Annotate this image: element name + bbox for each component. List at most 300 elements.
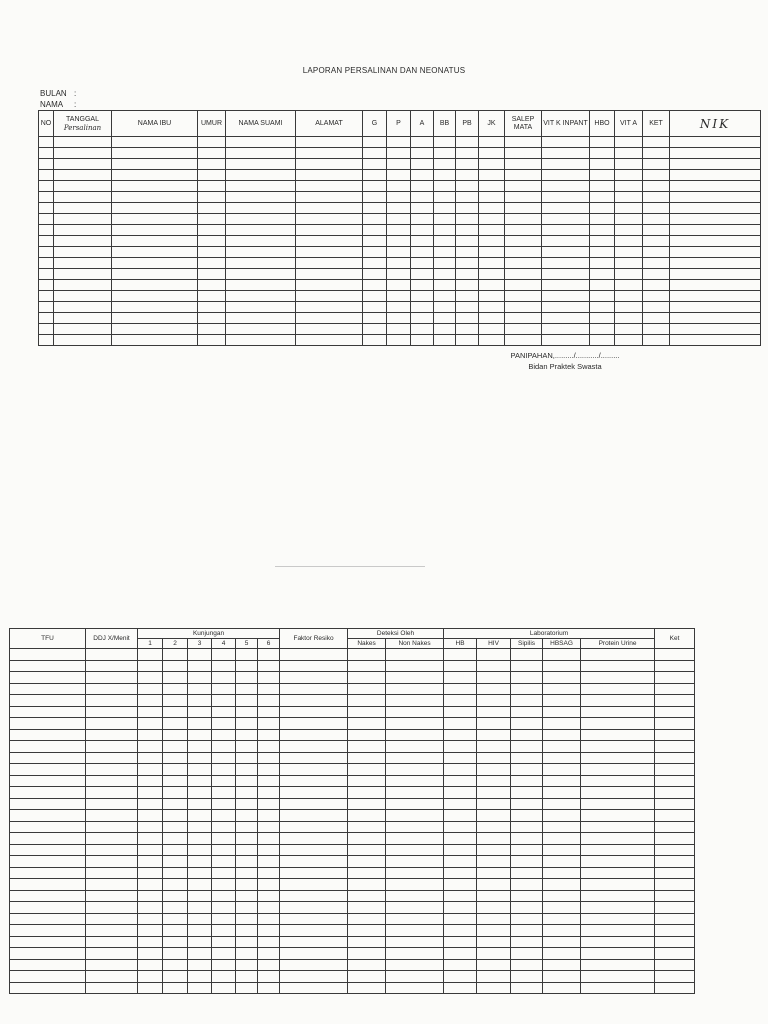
table-cell[interactable] xyxy=(10,856,86,868)
table-cell[interactable] xyxy=(581,971,655,983)
table-cell[interactable] xyxy=(212,741,236,753)
table-cell[interactable] xyxy=(670,291,761,302)
table-cell[interactable] xyxy=(138,821,163,833)
table-cell[interactable] xyxy=(86,706,138,718)
table-cell[interactable] xyxy=(10,913,86,925)
table-cell[interactable] xyxy=(542,170,590,181)
table-cell[interactable] xyxy=(198,137,226,148)
table-cell[interactable] xyxy=(505,192,542,203)
table-cell[interactable] xyxy=(86,856,138,868)
table-cell[interactable] xyxy=(236,752,258,764)
table-cell[interactable] xyxy=(511,683,543,695)
table-cell[interactable] xyxy=(477,752,511,764)
table-cell[interactable] xyxy=(615,280,643,291)
table-cell[interactable] xyxy=(434,280,456,291)
table-cell[interactable] xyxy=(670,324,761,335)
table-cell[interactable] xyxy=(581,982,655,994)
table-cell[interactable] xyxy=(86,752,138,764)
table-cell[interactable] xyxy=(444,695,477,707)
table-cell[interactable] xyxy=(615,236,643,247)
table-cell[interactable] xyxy=(655,729,695,741)
table-cell[interactable] xyxy=(479,236,505,247)
table-cell[interactable] xyxy=(236,925,258,937)
table-cell[interactable] xyxy=(655,787,695,799)
table-cell[interactable] xyxy=(348,936,386,948)
table-cell[interactable] xyxy=(280,856,348,868)
table-cell[interactable] xyxy=(386,856,444,868)
table-cell[interactable] xyxy=(670,302,761,313)
table-cell[interactable] xyxy=(363,181,387,192)
table-cell[interactable] xyxy=(505,203,542,214)
table-cell[interactable] xyxy=(188,764,212,776)
table-cell[interactable] xyxy=(542,335,590,346)
table-cell[interactable] xyxy=(54,258,112,269)
table-cell[interactable] xyxy=(411,148,434,159)
table-cell[interactable] xyxy=(54,159,112,170)
table-cell[interactable] xyxy=(444,741,477,753)
table-cell[interactable] xyxy=(411,258,434,269)
table-cell[interactable] xyxy=(236,683,258,695)
table-cell[interactable] xyxy=(543,798,581,810)
table-cell[interactable] xyxy=(138,971,163,983)
table-cell[interactable] xyxy=(655,764,695,776)
table-cell[interactable] xyxy=(670,137,761,148)
table-cell[interactable] xyxy=(212,775,236,787)
table-cell[interactable] xyxy=(54,181,112,192)
table-cell[interactable] xyxy=(542,203,590,214)
table-cell[interactable] xyxy=(39,313,54,324)
table-cell[interactable] xyxy=(86,821,138,833)
table-cell[interactable] xyxy=(10,890,86,902)
table-cell[interactable] xyxy=(258,752,280,764)
table-cell[interactable] xyxy=(479,335,505,346)
table-cell[interactable] xyxy=(543,695,581,707)
table-cell[interactable] xyxy=(386,683,444,695)
table-cell[interactable] xyxy=(581,902,655,914)
table-cell[interactable] xyxy=(505,137,542,148)
table-cell[interactable] xyxy=(386,833,444,845)
table-cell[interactable] xyxy=(226,269,296,280)
table-cell[interactable] xyxy=(258,959,280,971)
table-cell[interactable] xyxy=(258,683,280,695)
table-cell[interactable] xyxy=(258,879,280,891)
table-cell[interactable] xyxy=(236,879,258,891)
table-cell[interactable] xyxy=(10,821,86,833)
table-cell[interactable] xyxy=(505,269,542,280)
table-cell[interactable] xyxy=(670,181,761,192)
table-cell[interactable] xyxy=(86,982,138,994)
table-cell[interactable] xyxy=(296,247,363,258)
table-cell[interactable] xyxy=(258,729,280,741)
table-cell[interactable] xyxy=(198,203,226,214)
table-cell[interactable] xyxy=(444,890,477,902)
table-cell[interactable] xyxy=(54,148,112,159)
table-cell[interactable] xyxy=(386,706,444,718)
table-cell[interactable] xyxy=(643,236,670,247)
table-cell[interactable] xyxy=(643,225,670,236)
table-cell[interactable] xyxy=(655,706,695,718)
table-cell[interactable] xyxy=(543,729,581,741)
table-cell[interactable] xyxy=(280,959,348,971)
table-cell[interactable] xyxy=(477,718,511,730)
table-cell[interactable] xyxy=(296,214,363,225)
table-cell[interactable] xyxy=(163,752,188,764)
table-cell[interactable] xyxy=(505,225,542,236)
table-cell[interactable] xyxy=(212,902,236,914)
table-cell[interactable] xyxy=(188,718,212,730)
table-cell[interactable] xyxy=(643,137,670,148)
table-cell[interactable] xyxy=(198,258,226,269)
table-cell[interactable] xyxy=(477,775,511,787)
table-cell[interactable] xyxy=(615,258,643,269)
table-cell[interactable] xyxy=(348,660,386,672)
table-cell[interactable] xyxy=(456,225,479,236)
table-cell[interactable] xyxy=(236,902,258,914)
table-cell[interactable] xyxy=(434,313,456,324)
table-cell[interactable] xyxy=(581,775,655,787)
table-cell[interactable] xyxy=(280,833,348,845)
table-cell[interactable] xyxy=(188,706,212,718)
table-cell[interactable] xyxy=(511,936,543,948)
table-cell[interactable] xyxy=(581,649,655,661)
table-cell[interactable] xyxy=(138,798,163,810)
table-cell[interactable] xyxy=(212,787,236,799)
table-cell[interactable] xyxy=(411,247,434,258)
table-cell[interactable] xyxy=(363,247,387,258)
table-cell[interactable] xyxy=(86,936,138,948)
table-cell[interactable] xyxy=(112,335,198,346)
table-cell[interactable] xyxy=(226,181,296,192)
table-cell[interactable] xyxy=(434,302,456,313)
table-cell[interactable] xyxy=(505,302,542,313)
table-cell[interactable] xyxy=(258,672,280,684)
table-cell[interactable] xyxy=(456,247,479,258)
table-cell[interactable] xyxy=(477,764,511,776)
table-cell[interactable] xyxy=(434,258,456,269)
table-cell[interactable] xyxy=(444,660,477,672)
table-cell[interactable] xyxy=(505,324,542,335)
table-cell[interactable] xyxy=(348,867,386,879)
table-cell[interactable] xyxy=(163,798,188,810)
table-cell[interactable] xyxy=(39,291,54,302)
table-cell[interactable] xyxy=(163,925,188,937)
table-cell[interactable] xyxy=(10,649,86,661)
table-cell[interactable] xyxy=(590,170,615,181)
table-cell[interactable] xyxy=(280,925,348,937)
table-cell[interactable] xyxy=(655,833,695,845)
table-cell[interactable] xyxy=(226,280,296,291)
table-cell[interactable] xyxy=(386,959,444,971)
table-cell[interactable] xyxy=(112,269,198,280)
table-cell[interactable] xyxy=(590,192,615,203)
table-cell[interactable] xyxy=(505,148,542,159)
table-cell[interactable] xyxy=(543,752,581,764)
table-cell[interactable] xyxy=(434,214,456,225)
table-cell[interactable] xyxy=(39,269,54,280)
table-cell[interactable] xyxy=(212,936,236,948)
table-cell[interactable] xyxy=(655,959,695,971)
table-cell[interactable] xyxy=(590,291,615,302)
table-cell[interactable] xyxy=(86,764,138,776)
table-cell[interactable] xyxy=(54,137,112,148)
table-cell[interactable] xyxy=(386,890,444,902)
table-cell[interactable] xyxy=(163,959,188,971)
table-cell[interactable] xyxy=(10,936,86,948)
table-cell[interactable] xyxy=(236,959,258,971)
table-cell[interactable] xyxy=(434,148,456,159)
table-cell[interactable] xyxy=(112,137,198,148)
table-cell[interactable] xyxy=(444,879,477,891)
table-cell[interactable] xyxy=(511,833,543,845)
table-cell[interactable] xyxy=(363,159,387,170)
table-cell[interactable] xyxy=(590,181,615,192)
table-cell[interactable] xyxy=(138,672,163,684)
table-cell[interactable] xyxy=(590,214,615,225)
table-cell[interactable] xyxy=(411,225,434,236)
table-cell[interactable] xyxy=(387,324,411,335)
table-cell[interactable] xyxy=(655,672,695,684)
table-cell[interactable] xyxy=(280,821,348,833)
table-cell[interactable] xyxy=(655,821,695,833)
table-cell[interactable] xyxy=(543,683,581,695)
table-cell[interactable] xyxy=(477,821,511,833)
table-cell[interactable] xyxy=(655,971,695,983)
table-cell[interactable] xyxy=(444,775,477,787)
table-cell[interactable] xyxy=(543,718,581,730)
table-cell[interactable] xyxy=(86,948,138,960)
table-cell[interactable] xyxy=(456,137,479,148)
table-cell[interactable] xyxy=(226,236,296,247)
table-cell[interactable] xyxy=(280,706,348,718)
table-cell[interactable] xyxy=(198,324,226,335)
table-cell[interactable] xyxy=(386,982,444,994)
table-cell[interactable] xyxy=(655,867,695,879)
table-cell[interactable] xyxy=(188,729,212,741)
table-cell[interactable] xyxy=(363,335,387,346)
table-cell[interactable] xyxy=(86,890,138,902)
table-cell[interactable] xyxy=(543,890,581,902)
table-cell[interactable] xyxy=(280,741,348,753)
table-cell[interactable] xyxy=(511,810,543,822)
table-cell[interactable] xyxy=(477,959,511,971)
table-cell[interactable] xyxy=(456,181,479,192)
table-cell[interactable] xyxy=(477,936,511,948)
table-cell[interactable] xyxy=(479,225,505,236)
table-cell[interactable] xyxy=(10,948,86,960)
table-cell[interactable] xyxy=(163,913,188,925)
table-cell[interactable] xyxy=(456,302,479,313)
table-cell[interactable] xyxy=(655,948,695,960)
table-cell[interactable] xyxy=(477,660,511,672)
table-cell[interactable] xyxy=(112,258,198,269)
table-cell[interactable] xyxy=(10,683,86,695)
table-cell[interactable] xyxy=(477,902,511,914)
table-cell[interactable] xyxy=(386,810,444,822)
table-cell[interactable] xyxy=(10,729,86,741)
table-cell[interactable] xyxy=(670,258,761,269)
table-cell[interactable] xyxy=(258,660,280,672)
table-cell[interactable] xyxy=(163,844,188,856)
table-cell[interactable] xyxy=(670,335,761,346)
table-cell[interactable] xyxy=(258,821,280,833)
table-cell[interactable] xyxy=(198,269,226,280)
table-cell[interactable] xyxy=(236,798,258,810)
table-cell[interactable] xyxy=(198,148,226,159)
table-cell[interactable] xyxy=(511,660,543,672)
table-cell[interactable] xyxy=(163,787,188,799)
table-cell[interactable] xyxy=(477,833,511,845)
table-cell[interactable] xyxy=(477,695,511,707)
table-cell[interactable] xyxy=(386,775,444,787)
table-cell[interactable] xyxy=(581,729,655,741)
table-cell[interactable] xyxy=(363,137,387,148)
table-cell[interactable] xyxy=(280,672,348,684)
table-cell[interactable] xyxy=(138,752,163,764)
table-cell[interactable] xyxy=(387,181,411,192)
table-cell[interactable] xyxy=(258,948,280,960)
table-cell[interactable] xyxy=(236,810,258,822)
table-cell[interactable] xyxy=(386,902,444,914)
table-cell[interactable] xyxy=(188,936,212,948)
table-cell[interactable] xyxy=(479,247,505,258)
table-cell[interactable] xyxy=(434,335,456,346)
table-cell[interactable] xyxy=(479,258,505,269)
table-cell[interactable] xyxy=(590,247,615,258)
table-cell[interactable] xyxy=(386,844,444,856)
table-cell[interactable] xyxy=(655,890,695,902)
table-cell[interactable] xyxy=(188,649,212,661)
table-cell[interactable] xyxy=(188,787,212,799)
table-cell[interactable] xyxy=(386,729,444,741)
table-cell[interactable] xyxy=(236,821,258,833)
table-cell[interactable] xyxy=(590,280,615,291)
table-cell[interactable] xyxy=(258,902,280,914)
table-cell[interactable] xyxy=(643,247,670,258)
table-cell[interactable] xyxy=(138,729,163,741)
table-cell[interactable] xyxy=(363,291,387,302)
table-cell[interactable] xyxy=(188,833,212,845)
table-cell[interactable] xyxy=(655,810,695,822)
table-cell[interactable] xyxy=(212,706,236,718)
table-cell[interactable] xyxy=(386,672,444,684)
table-cell[interactable] xyxy=(280,890,348,902)
table-cell[interactable] xyxy=(479,148,505,159)
table-cell[interactable] xyxy=(655,695,695,707)
table-cell[interactable] xyxy=(444,821,477,833)
table-cell[interactable] xyxy=(296,203,363,214)
table-cell[interactable] xyxy=(39,247,54,258)
table-cell[interactable] xyxy=(226,148,296,159)
table-cell[interactable] xyxy=(581,695,655,707)
table-cell[interactable] xyxy=(212,764,236,776)
table-cell[interactable] xyxy=(236,706,258,718)
table-cell[interactable] xyxy=(54,291,112,302)
table-cell[interactable] xyxy=(296,302,363,313)
table-cell[interactable] xyxy=(444,683,477,695)
table-cell[interactable] xyxy=(39,170,54,181)
table-cell[interactable] xyxy=(456,291,479,302)
table-cell[interactable] xyxy=(54,170,112,181)
table-cell[interactable] xyxy=(363,258,387,269)
table-cell[interactable] xyxy=(348,729,386,741)
table-cell[interactable] xyxy=(258,844,280,856)
table-cell[interactable] xyxy=(138,775,163,787)
table-cell[interactable] xyxy=(163,764,188,776)
table-cell[interactable] xyxy=(39,214,54,225)
table-cell[interactable] xyxy=(39,280,54,291)
table-cell[interactable] xyxy=(511,948,543,960)
table-cell[interactable] xyxy=(10,925,86,937)
table-cell[interactable] xyxy=(477,948,511,960)
table-cell[interactable] xyxy=(198,225,226,236)
table-cell[interactable] xyxy=(280,879,348,891)
table-cell[interactable] xyxy=(477,867,511,879)
table-cell[interactable] xyxy=(643,170,670,181)
table-cell[interactable] xyxy=(112,291,198,302)
table-cell[interactable] xyxy=(163,982,188,994)
table-cell[interactable] xyxy=(138,741,163,753)
table-cell[interactable] xyxy=(10,879,86,891)
table-cell[interactable] xyxy=(280,844,348,856)
table-cell[interactable] xyxy=(511,729,543,741)
table-cell[interactable] xyxy=(10,971,86,983)
table-cell[interactable] xyxy=(348,695,386,707)
table-cell[interactable] xyxy=(198,192,226,203)
table-cell[interactable] xyxy=(387,148,411,159)
table-cell[interactable] xyxy=(511,764,543,776)
table-cell[interactable] xyxy=(444,971,477,983)
table-cell[interactable] xyxy=(54,280,112,291)
table-cell[interactable] xyxy=(348,856,386,868)
table-cell[interactable] xyxy=(198,302,226,313)
table-cell[interactable] xyxy=(581,683,655,695)
table-cell[interactable] xyxy=(387,335,411,346)
table-cell[interactable] xyxy=(138,902,163,914)
table-cell[interactable] xyxy=(444,787,477,799)
table-cell[interactable] xyxy=(655,798,695,810)
table-cell[interactable] xyxy=(670,148,761,159)
table-cell[interactable] xyxy=(511,741,543,753)
table-cell[interactable] xyxy=(10,718,86,730)
table-cell[interactable] xyxy=(236,787,258,799)
table-cell[interactable] xyxy=(511,649,543,661)
table-cell[interactable] xyxy=(348,833,386,845)
table-cell[interactable] xyxy=(10,775,86,787)
table-cell[interactable] xyxy=(258,775,280,787)
table-cell[interactable] xyxy=(188,683,212,695)
table-cell[interactable] xyxy=(387,291,411,302)
table-cell[interactable] xyxy=(348,890,386,902)
table-cell[interactable] xyxy=(112,302,198,313)
table-cell[interactable] xyxy=(296,181,363,192)
table-cell[interactable] xyxy=(615,203,643,214)
table-cell[interactable] xyxy=(163,741,188,753)
table-cell[interactable] xyxy=(280,683,348,695)
table-cell[interactable] xyxy=(258,913,280,925)
table-cell[interactable] xyxy=(138,867,163,879)
table-cell[interactable] xyxy=(54,335,112,346)
table-cell[interactable] xyxy=(212,672,236,684)
table-cell[interactable] xyxy=(411,203,434,214)
table-cell[interactable] xyxy=(54,313,112,324)
table-cell[interactable] xyxy=(226,214,296,225)
table-cell[interactable] xyxy=(505,181,542,192)
table-cell[interactable] xyxy=(296,269,363,280)
table-cell[interactable] xyxy=(54,214,112,225)
table-cell[interactable] xyxy=(542,159,590,170)
table-cell[interactable] xyxy=(615,313,643,324)
table-cell[interactable] xyxy=(387,225,411,236)
